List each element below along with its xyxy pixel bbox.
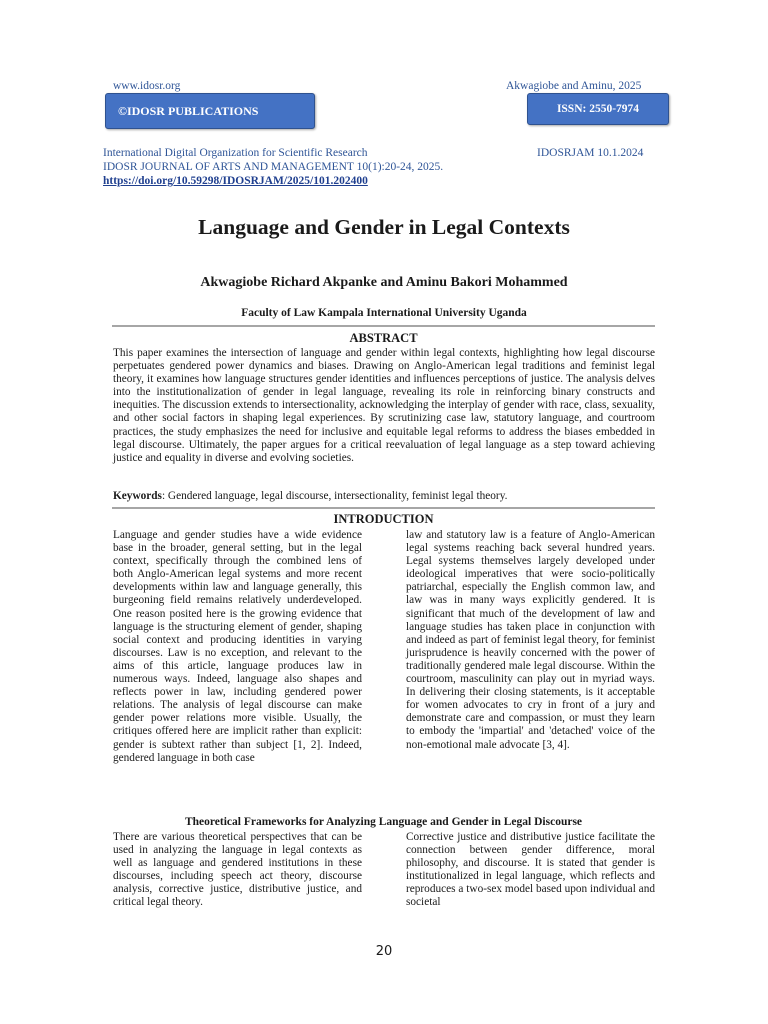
- doi-link[interactable]: https://doi.org/10.59298/IDOSRJAM/2025/101.202400: [103, 175, 368, 187]
- theory-heading: Theoretical Frameworks for Analyzing Language and Gender in Legal Discourse: [184, 816, 583, 828]
- keywords-label: Keywords: [113, 490, 162, 502]
- keywords-line: [113, 490, 655, 502]
- publisher-badge: [105, 93, 315, 129]
- theory-right-column: Corrective justice and distributive justice facilitate the connection between gender difference, moral philosophy, and discourse. It is stated that gender is institutionalized in legal language, which reflects and reproduces a two-sex model based upon individual and societal: [406, 831, 655, 909]
- introduction-heading: INTRODUCTION: [333, 512, 434, 526]
- organization-name: International Digital Organization for Scientific Research: [103, 147, 368, 159]
- introduction-left-column: Language and gender studies have a wide evidence base in the broader, general setting, but in the legal context, specifically through the combined lens of both Anglo-American legal systems and more recent developments within law and language generally, this burgeoning field remains relatively underdeveloped. One reason posited here is the growing evidence that language is the structuring element of gender, shaping social context and producing identities in varying discourses. Law is no exception, and relevant to the aims of this article, language produces law in numerous ways. Indeed, language also shapes and reflects power in law, including gendered power relations. The analysis of legal discourse can make gender power relations more visible. Usually, the critiques offered here are implicit rather than explicit: gender is subtext rather than subject [1, 2]. Indeed, gendered language in both case: [113, 529, 362, 764]
- introduction-right-column: law and statutory law is a feature of Anglo-American legal systems reaching back several hundred years. Legal systems themselves largely developed under ideological imperatives that were socio-politically patriarchal, especially the English common law, and law was in many ways explicitly gendered. It is significant that much of the development of law and language studies has taken place in conjunction with and indeed as part of feminist legal theory, for feminist jurisprudence is heavily concerned with the power of traditionally gendered male legal discourse. Within the courtroom, masculinity can play out in myriad ways. In delivering their closing statements, is it acceptable for women advocates to cry in front of a jury and demonstrate care and compassion, or must they learn to embody the 'impartial' and 'detached' voice of the non-emotional male advocate [3, 4].: [406, 529, 655, 751]
- keywords-list: : Gendered language, legal discourse, intersectionality, feminist legal theory.: [161, 490, 508, 502]
- author-affiliation: Faculty of Law Kampala International University Uganda: [241, 307, 527, 319]
- theory-left-column: There are various theoretical perspectives that can be used in analyzing the language in legal contexts as well as language and gendered institutions in these discourses, including speech act theory, discourse analysis, corrective justice, distributive justice, and critical legal theory.: [113, 831, 362, 909]
- journal-website[interactable]: www.idosr.org: [113, 80, 181, 92]
- paper-title: Language and Gender in Legal Contexts: [198, 215, 570, 239]
- page-number: 20: [375, 944, 393, 959]
- divider: [112, 507, 655, 509]
- paper-authors: Akwagiobe Richard Akpanke and Aminu Bakori Mohammed: [200, 275, 568, 290]
- abstract-heading: ABSTRACT: [349, 331, 418, 345]
- journal-code: IDOSRJAM 10.1.2024: [537, 147, 644, 159]
- running-authors: Akwagiobe and Aminu, 2025: [506, 80, 642, 92]
- issn-badge-label: ISSN: 2550-7974: [556, 103, 640, 115]
- abstract-text: This paper examines the intersection of language and gender within legal contexts, highlighting how legal discourse perpetuates gendered power dynamics and biases. Drawing on Anglo-American legal traditions and feminist legal theory, it examines how language structures gender identities and influences perceptions of justice. The analysis delves into the institutionalization of gender in legal language, revealing its role in reinforcing binary constructs and inequities. The discussion extends to intersectionality, acknowledging the interplay of gender with race, class, sexuality, and other social factors in shaping legal experiences. By scrutinizing case law, statutory language, and courtroom practices, the study emphasizes the need for inclusive and equitable legal reforms to address the biases embedded in legal discourse. Ultimately, the paper argues for a critical reevaluation of legal language as a step toward achieving justice and equality in diverse and evolving societies.: [113, 347, 655, 464]
- issn-badge: [527, 93, 669, 125]
- divider: [112, 325, 655, 327]
- publisher-badge-label: ©IDOSR PUBLICATIONS: [118, 103, 259, 118]
- journal-citation: IDOSR JOURNAL OF ARTS AND MANAGEMENT 10(1):20-24, 2025.: [103, 161, 444, 173]
